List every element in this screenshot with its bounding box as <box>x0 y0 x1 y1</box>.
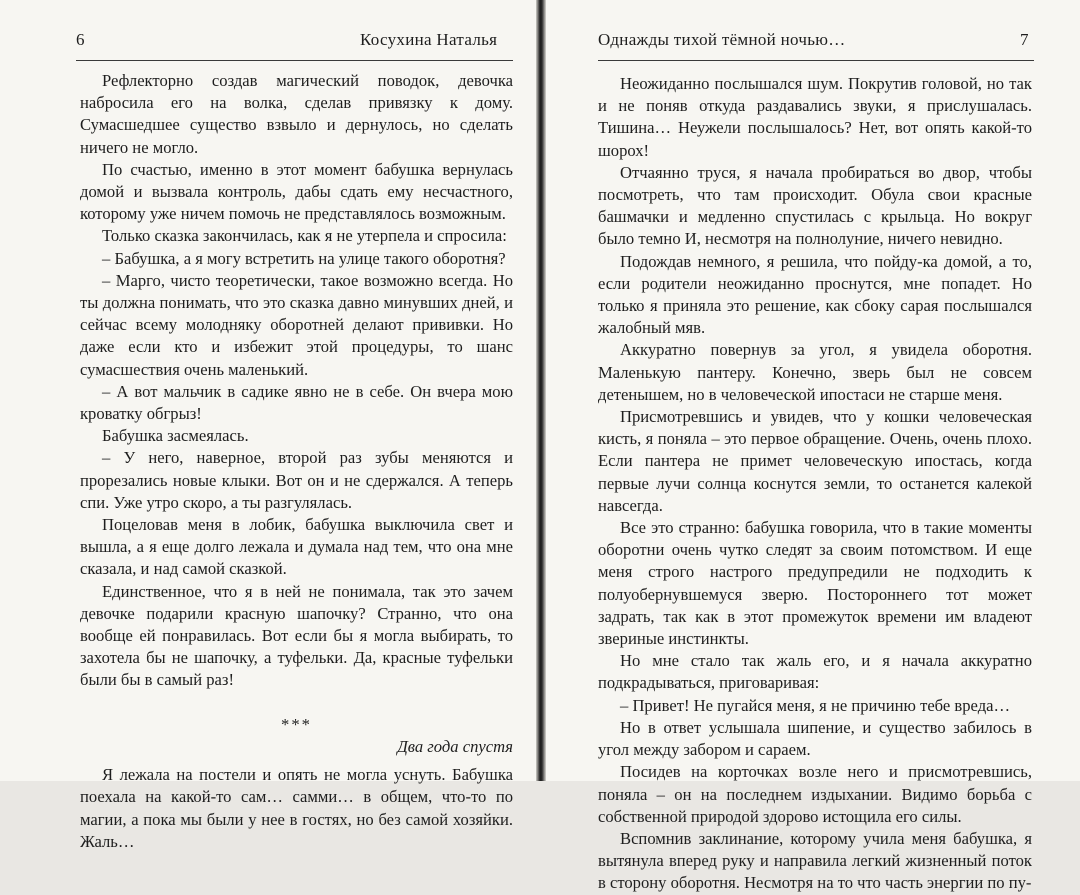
header-rule <box>598 60 1034 61</box>
paragraph: Аккуратно повернув за угол, я увидела оборотня. Маленькую пантеру. Конечно, зверь был не совсем детенышем, но в человеческой ипостаси не старше меня. <box>598 340 1032 404</box>
paragraph: По счастью, именно в этот момент бабушка вернулась домой и вызвала контроль, дабы сдать ему несчастного, которому уже ничем помочь не представлялось возможным. <box>80 159 513 224</box>
section-separator: *** <box>281 714 312 734</box>
paragraph: – А вот мальчик в садике явно не в себе. Он вчера мою кроватку обгрыз! <box>80 381 513 424</box>
paragraph: Единственное, что я в ней не понимала, так это зачем девочке подарили красную шапочку? Странно, что она вообще ей понравилась. Вот если бы я могла выбирать, то захотела бы не шапочку, а туфельки. Да, красные туфельки были бы в самый раз! <box>80 581 513 690</box>
section-subheading: Два года спустя <box>397 736 513 756</box>
left-page-body <box>80 70 513 853</box>
right-page <box>546 0 1080 893</box>
page-number: 7 <box>1020 30 1029 49</box>
paragraph: Неожиданно послышался шум. Покрутив головой, но так и не поняв откуда раздавались звуки, я прислушалась. Тишина… Неужели послышалось? Нет, вот опять какой-то шорох! <box>598 74 1032 160</box>
paragraph: Только сказка закончилась, как я не утерпела и спросила: <box>102 226 507 246</box>
paragraph: – Марго, чисто теоретически, такое возможно всегда. Но ты должна понимать, что это сказка давно минувших дней, и сейчас всему молодняку оборотней делают прививки. Но даже если кто и избежит этой процедуры, то шанс сумасшествия очень маленький. <box>80 270 513 379</box>
paragraph: Все это странно: бабушка говорила, что в такие моменты оборотни очень чутко следят за своим потомством. И еще меня строго настрого предупредили не подходить к полуобернувшемуся зверю. Постороннего тот может задрать, так как в этот промежуток времени им владеют звериные инстинкты. <box>598 518 1032 649</box>
paragraph: Отчаянно труся, я начала пробираться во двор, чтобы посмотреть, что там происходит. Обула свои красные башмачки и медленно спустилась с крыльца. Но вокруг было темно И, несмотря на полнолуние, ничего невидно. <box>598 162 1032 249</box>
paragraph: Присмотревшись и увидев, что у кошки человеческая кисть, я поняла – это первое обращение. Очень, очень плохо. Если пантера не примет человеческую ипостась, когда первые лучи солнца коснутся земли, то останется калекой навсегда. <box>598 407 1032 515</box>
paragraph: Рефлекторно создав магический поводок, девочка набросила его на волка, сделав привязку к дому. Сумасшедшее существо взвыло и дернулось, но сделать ничего не могло. <box>80 71 513 157</box>
paragraph: Бабушка засмеялась. <box>102 426 249 446</box>
book-gutter <box>536 0 546 781</box>
paragraph: Подождав немного, я решила, что пойду-ка домой, а то, если родители неожиданно проснутся, мне попадет. Но только я приняла это решение, как сбоку сарая послышался жалобный мяв. <box>598 251 1032 338</box>
running-head-title: Однажды тихой тёмной ночью… <box>598 30 846 49</box>
paragraph: Но мне стало так жаль его, и я начала аккуратно подкрадываться, приговаривая: <box>598 651 1032 693</box>
paragraph: – Бабушка, а я могу встретить на улице такого оборотня? <box>102 248 506 268</box>
paragraph: Я лежала на постели и опять не могла уснуть. Бабушка поехала на какой-то сам… самми… в общем, что-то по магии, а пока мы были у нее в гостях, но без самой хозяйки. Жаль… <box>80 765 513 851</box>
left-page <box>0 0 536 851</box>
paragraph: Вспомнив заклинание, которому учила меня бабушка, я вытянула вперед руку и направила легкий жизненный поток в сторону оборотня. Несмотря на то что часть энергии по пу- <box>598 828 1032 893</box>
right-page-body <box>598 73 1032 895</box>
paragraph: Посидев на корточках возле него и присмотревшись, поняла – он на последнем издыхании. Видимо борьба с собственной природой здорово истощила его силы. <box>598 762 1032 826</box>
paragraph: Но в ответ услышала шипение, и существо забилось в угол между забором и сараем. <box>598 717 1032 760</box>
paragraph: – У него, наверное, второй раз зубы меняются и прорезались новые клыки. Вот он и не сдержался. А теперь спи. Уже утро скоро, а ты разгулялась. <box>80 448 513 512</box>
page-number: 6 <box>76 30 85 49</box>
running-head-author: Косухина Наталья <box>360 30 498 49</box>
paragraph: – Привет! Не пугайся меня, я не причиню тебе вреда… <box>620 695 1011 715</box>
header-rule <box>76 60 513 61</box>
paragraph: Поцеловав меня в лобик, бабушка выключила свет и вышла, а я еще долго лежала и думала над тем, что она мне сказала, и над самой сказкой. <box>80 515 513 579</box>
